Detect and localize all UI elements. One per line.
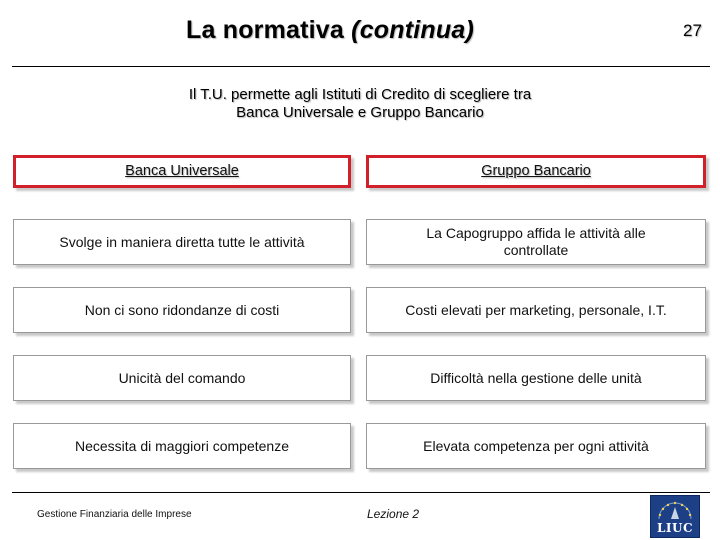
cell-text: Non ci sono ridondanze di costi	[84, 301, 280, 318]
cell-text: Costi elevati per marketing, personale, I.T.	[405, 301, 667, 318]
comparison-cell-right	[366, 287, 706, 333]
header-divider	[12, 66, 710, 67]
comparison-cell-left	[13, 355, 351, 401]
footer-divider	[12, 492, 710, 493]
comparison-cell-right	[366, 423, 706, 469]
comparison-cell-left	[13, 423, 351, 469]
right-header-label: Gruppo Bancario	[481, 163, 591, 179]
footer-course-name: Gestione Finanziaria delle Imprese	[37, 509, 192, 520]
cell-text: Svolge in maniera diretta tutte le attività	[59, 233, 305, 250]
cell-text: Elevata competenza per ogni attività	[423, 437, 649, 454]
footer-lesson: Lezione 2	[367, 507, 420, 521]
comparison-cell-left	[13, 287, 351, 333]
slide-title-italic: (continua)	[351, 16, 474, 44]
subtitle-line-1: Il T.U. permette agli Istituti di Credito di scegliere tra	[188, 86, 532, 103]
comparison-cell-right	[366, 355, 706, 401]
left-header-label: Banca Universale	[125, 163, 239, 179]
stars-arc-icon	[651, 497, 699, 523]
cell-text: Difficoltà nella gestione delle unità	[430, 369, 642, 386]
cell-text: La Capogruppo affida le attività alle controllate	[426, 225, 646, 258]
logo-text: LIUC	[656, 521, 694, 535]
cell-text: Unicità del comando	[118, 369, 246, 386]
page-number: 27	[683, 21, 702, 40]
right-column-header	[366, 155, 706, 188]
comparison-cell-left	[13, 219, 351, 265]
slide-subtitle	[60, 86, 660, 122]
comparison-cell-right	[366, 219, 706, 265]
slide-title	[186, 16, 474, 45]
subtitle-line-2: Banca Universale e Gruppo Bancario	[236, 104, 484, 121]
left-column-header	[13, 155, 351, 188]
cell-text: Necessita di maggiori competenze	[75, 437, 289, 454]
slide-title-main: La normativa	[186, 16, 345, 44]
liuc-logo	[650, 495, 700, 538]
